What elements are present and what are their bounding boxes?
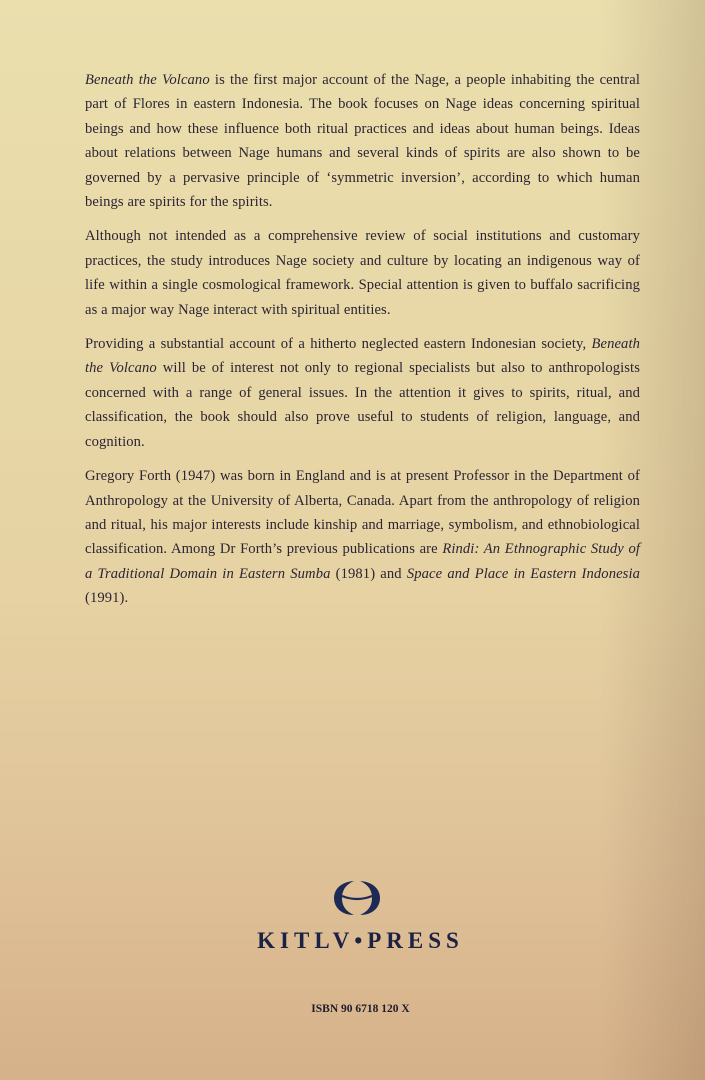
blurb-paragraph-1: Beneath the Volcano is the first major account of the Nage, a people inhabiting the central part of Flores in eastern Indonesia. The book focuses on Nage ideas concerning spiritual beings and how these influence both ritual practices and ideas about human beings. Ideas about relations between Nage humans and several kinds of spirits are also shown to be governed by a pervasive principle of ‘symmetric inversion’, according to which human beings are spirits for the spirits. [85, 72, 640, 211]
blurb-paragraph-3: Providing a substantial account of a hitherto neglected eastern Indonesian society, Beneath the Volcano will be of interest not only to regional specialists but also to anthropologists concerned with a range of general issues. In the attention it gives to spirits, ritual, and classification, the book should also prove useful to students of religion, language, and cognition. [85, 336, 640, 450]
publisher-name: KITLV•PRESS [257, 928, 464, 953]
previous-title-2: Space and Place in Eastern Indonesia [406, 565, 640, 582]
book-title: Beneath the Volcano [85, 336, 640, 377]
book-title: Beneath the Volcano [85, 72, 210, 88]
back-cover-blurb [85, 68, 640, 621]
blurb-paragraph-2: Although not intended as a comprehensive review of social institutions and customary practices, the study introduces Nage society and culture by locating an indigenous way of life within a single cosmological framework. Special attention is given to buffalo sacrificing as a major way Nage interact with spiritual entities. [85, 228, 640, 318]
kitlv-logo-icon [332, 878, 382, 918]
previous-title-1: Rindi: An Ethnographic Study of a Traditional Domain in Eastern Sumba [85, 541, 640, 582]
author-bio: Gregory Forth (1947) was born in England and is at present Professor in the Department of Anthropology at the University of Alberta, Canada. Apart from the anthropology of religion and ritual, his major interests include kinship and marriage, symbolism, and ethnobiological classification. Among Dr Forth’s previous publications are Rindi: An Ethnographic Study of a Traditional Domain in Eastern Sumba (1981) and Space and Place in Eastern Indonesia (1991). [85, 468, 640, 607]
isbn: ISBN 90 6718 120 X [311, 1003, 410, 1015]
